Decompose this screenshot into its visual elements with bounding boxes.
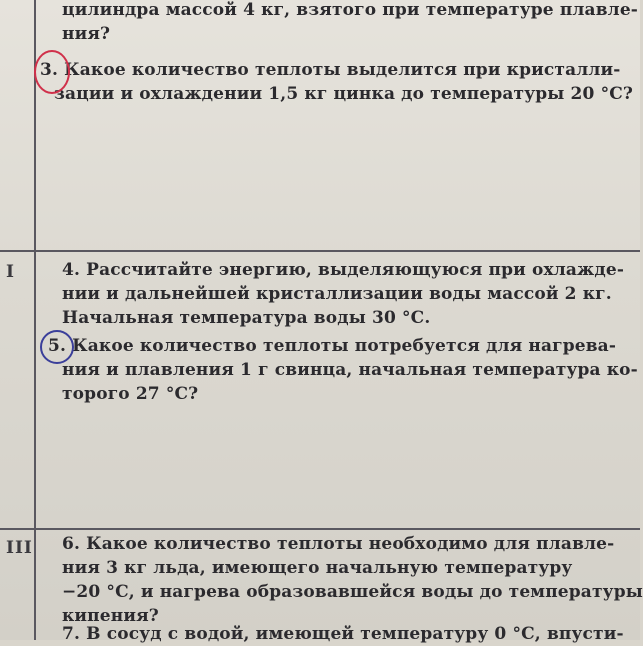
problem-5 bbox=[48, 334, 638, 406]
text-line: цилиндра массой 4 кг, взятого при температуре плавле- bbox=[62, 0, 638, 20]
text-line: Какое количество теплоты необходимо для плавле- bbox=[86, 534, 615, 554]
section-roman-numeral-3: III bbox=[6, 538, 33, 558]
problem-number: 3. bbox=[40, 60, 59, 80]
problem-4 bbox=[62, 258, 625, 330]
problem-number: 6. bbox=[62, 534, 81, 554]
text-line: ния и плавления 1 г свинца, начальная температура ко- bbox=[62, 360, 638, 380]
problem-2-fragment bbox=[62, 0, 638, 46]
text-line: Начальная температура воды 30 °С. bbox=[62, 308, 431, 328]
text-line: кипения? bbox=[62, 606, 159, 626]
text-line: ния? bbox=[62, 24, 111, 44]
problem-6 bbox=[62, 532, 643, 628]
section-roman-numeral-2: I bbox=[6, 262, 15, 282]
text-line: Рассчитайте энергию, выделяющуюся при охлажде- bbox=[86, 260, 625, 280]
text-line: зации и охлаждении 1,5 кг цинка до температуры 20 °С? bbox=[54, 84, 634, 104]
problem-number: 7. bbox=[62, 624, 81, 644]
text-line: нии и дальнейшей кристаллизации воды массой 2 кг. bbox=[62, 284, 612, 304]
section-divider-2 bbox=[0, 528, 640, 530]
problem-7-fragment bbox=[62, 622, 624, 646]
section-divider-1 bbox=[0, 250, 640, 252]
text-line: В сосуд с водой, имеющей температуру 0 °С, впусти- bbox=[86, 624, 624, 644]
text-line: Какое количество теплоты выделится при кристалли- bbox=[64, 60, 621, 80]
text-line: Какое количество теплоты потребуется для нагрева- bbox=[72, 336, 617, 356]
text-line: ния 3 кг льда, имеющего начальную температуру bbox=[62, 558, 573, 578]
problem-number: 5. bbox=[48, 336, 67, 356]
problem-number: 4. bbox=[62, 260, 81, 280]
text-line: торого 27 °С? bbox=[62, 384, 199, 404]
problem-3 bbox=[40, 58, 634, 106]
text-line: −20 °С, и нагрева образовавшейся воды до температуры bbox=[62, 582, 643, 602]
margin-vertical-rule bbox=[34, 0, 36, 640]
